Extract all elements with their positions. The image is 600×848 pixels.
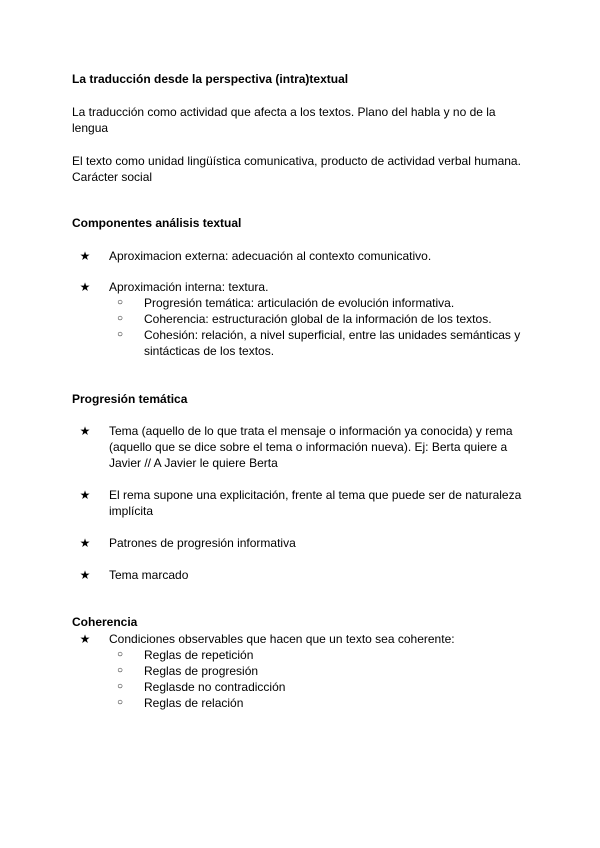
star-bullet-icon: ★ [79,280,91,294]
sub-list-item: Progresión temática: articulación de evolución informativa. [144,296,455,310]
list-item: Condiciones observables que hacen que un texto sea coherente: [109,632,455,646]
sub-list-item: Coherencia: estructuración global de la información de los textos. [144,312,492,326]
star-bullet-icon: ★ [79,488,91,502]
section-heading-progresion: Progresión temática [72,392,188,406]
star-bullet-icon: ★ [79,249,91,263]
section-heading-coherencia: Coherencia [72,615,138,629]
circle-bullet-icon: ○ [116,329,124,340]
sub-list-item-line-2: sintácticas de los textos. [144,344,275,358]
star-bullet-icon: ★ [79,536,91,550]
sub-list-item: Reglasde no contradicción [144,680,286,694]
list-item-line-1: El rema supone una explicitación, frente al tema que puede ser de naturaleza [109,488,522,502]
intro-paragraph-1-line-2: lengua [72,121,109,135]
star-bullet-icon: ★ [79,632,91,646]
star-bullet-icon: ★ [79,424,91,438]
circle-bullet-icon: ○ [116,649,124,660]
circle-bullet-icon: ○ [116,665,124,676]
document-title: La traducción desde la perspectiva (intra)textual [72,72,349,86]
list-item: Tema marcado [109,568,189,582]
circle-bullet-icon: ○ [116,313,124,324]
sub-list-item: Reglas de repetición [144,648,254,662]
intro-paragraph-2-line-2: Carácter social [72,170,153,184]
list-item-line-1: Tema (aquello de lo que trata el mensaje o información ya conocida) y rema [109,424,513,438]
list-item: Aproximacion externa: adecuación al contexto comunicativo. [109,249,432,263]
circle-bullet-icon: ○ [116,697,124,708]
list-item: Aproximación interna: textura. [109,280,269,294]
sub-list-item: Reglas de relación [144,696,244,710]
circle-bullet-icon: ○ [116,681,124,692]
sub-list-item: Reglas de progresión [144,664,259,678]
list-item-line-3: Javier // A Javier le quiere Berta [109,456,278,470]
list-item: Patrones de progresión informativa [109,536,296,550]
section-heading-componentes: Componentes análisis textual [72,216,242,230]
circle-bullet-icon: ○ [116,297,124,308]
list-item-line-2: (aquello que se dice sobre el tema o información nueva). Ej: Berta quiere a [109,440,508,454]
intro-paragraph-2-line-1: El texto como unidad lingüística comunicativa, producto de actividad verbal humana. [72,154,521,168]
list-item-line-2: implícita [109,504,154,518]
sub-list-item-line-1: Cohesión: relación, a nivel superficial, entre las unidades semánticas y [144,328,521,342]
star-bullet-icon: ★ [79,568,91,582]
intro-paragraph-1-line-1: La traducción como actividad que afecta a los textos. Plano del habla y no de la [72,105,496,119]
